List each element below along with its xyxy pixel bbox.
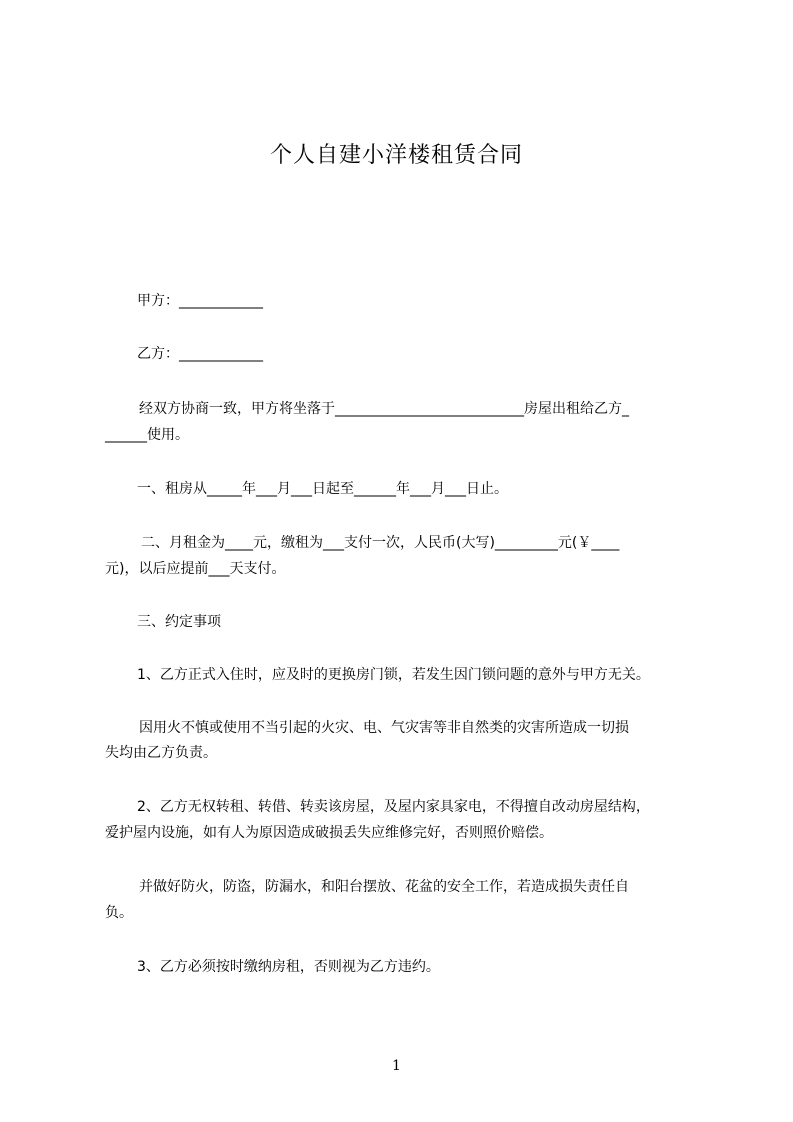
clause-1-line: 一、租房从_____年___月___日起至______年___月___日止。 [137, 481, 508, 497]
intro-line-1: 经双方协商一致，甲方将坐落于___________________________房屋出租给乙方_ [139, 401, 629, 417]
item-2-line-1: 2、乙方无权转租、转借、转卖该房屋，及屋内家具家电，不得擅自改动房屋结构， [137, 799, 650, 815]
page-number: 1 [392, 1058, 401, 1074]
document-title: 个人自建小洋楼租赁合同 [269, 143, 523, 168]
intro-line-2: ______使用。 [105, 427, 189, 443]
item-1-line: 1、乙方正式入住时，应及时的更换房门锁，若发生因门锁问题的意外与甲方无关。 [137, 667, 650, 683]
item-2b-line-1: 并做好防火，防盗，防漏水，和阳台摆放、花盆的安全工作，若造成损失责任自 [139, 879, 629, 895]
item-2b-line-2: 负。 [105, 905, 133, 921]
item-2-line-2: 爱护屋内设施，如有人为原因造成破损丢失应维修完好，否则照价赔偿。 [105, 825, 553, 841]
item-1b-line-1: 因用火不慎或使用不当引起的火灾、电、气灾害等非自然类的灾害所造成一切损 [139, 720, 629, 736]
clause-3-heading: 三、约定事项 [137, 614, 221, 630]
clause-2-line-2: 元)，以后应提前___天支付。 [105, 561, 286, 577]
clause-2-line-1: 二、月租金为____元，缴租为___支付一次，人民币(大写)_________元(￥____ [141, 535, 620, 551]
item-1b-line-2: 失均由乙方负责。 [105, 745, 217, 761]
item-3-line: 3、乙方必须按时缴纳房租，否则视为乙方违约。 [137, 959, 440, 975]
party-a-line: 甲方：____________ [137, 293, 263, 309]
party-b-line: 乙方：____________ [137, 346, 263, 362]
